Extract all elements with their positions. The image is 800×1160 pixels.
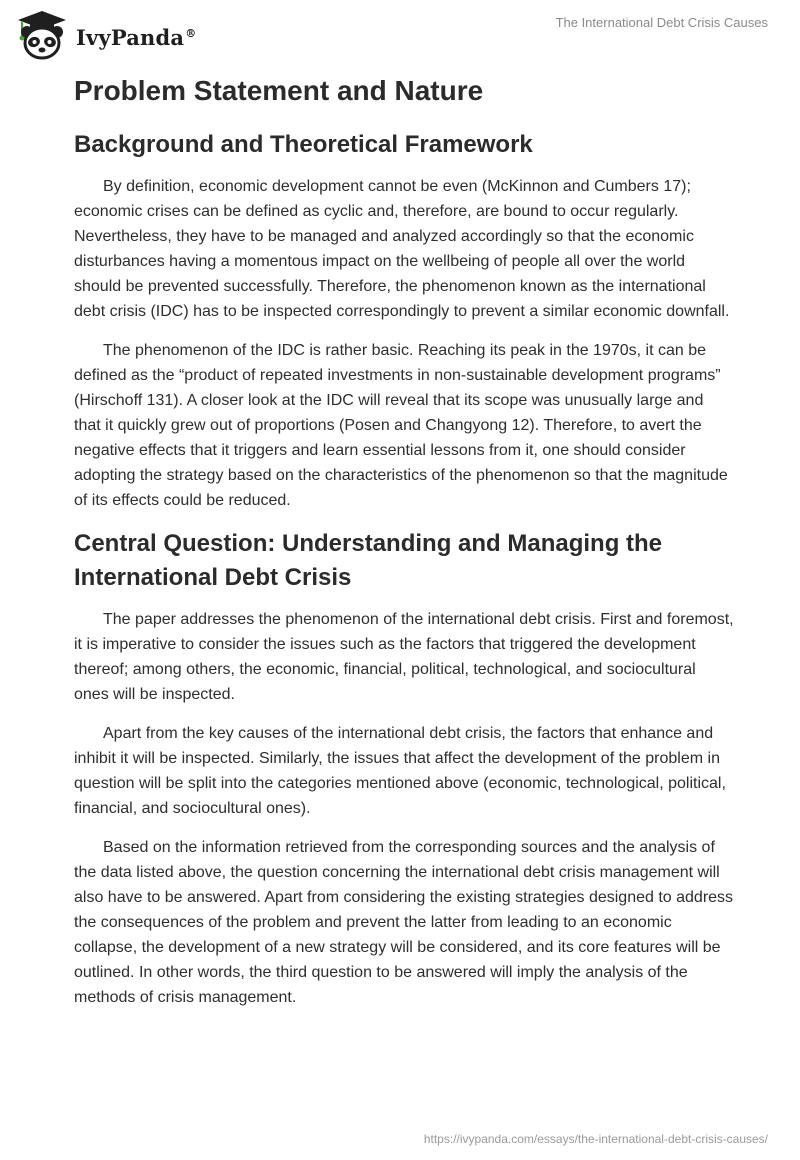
section-heading-background: Background and Theoretical Framework <box>74 131 533 158</box>
brand-name <box>76 25 196 50</box>
document-body <box>74 72 734 1024</box>
paragraph: Based on the information retrieved from the corresponding sources and the analysis of the data listed above, the question concerning the international debt crisis management will also have to be answered. Apart from considering the existing strategies designed to address the consequences of the problem and prevent the latter from leading to an economic collapse, the development of a new strategy will be considered, and its core features will be outlined. In other words, the third question to be answered will imply the analysis of the methods of crisis management. <box>74 839 734 1006</box>
document-title-header: The International Debt Crisis Causes <box>555 15 768 30</box>
source-url[interactable]: https://ivypanda.com/essays/the-international-debt-crisis-causes/ <box>423 1132 768 1146</box>
paragraph: By definition, economic development cannot be even (McKinnon and Cumbers 17); economic crises can be defined as cyclic and, therefore, are bound to occur regularly. Nevertheless, they have to be managed and analyzed accordingly so that the economic disturbances having a momentous impact on the wellbeing of people all over the world should be prevented successfully. Therefore, the phenomenon known as the international debt crisis (IDC) has to be inspected correspondingly to prevent a similar economic downfall. <box>74 178 730 320</box>
paragraph: The paper addresses the phenomenon of the international debt crisis. First and foremost, it is imperative to consider the issues such as the factors that triggered the development thereof; among others, the economic, financial, political, technological, and sociocultural ones will be inspected. <box>74 611 734 703</box>
paragraph: Apart from the key causes of the international debt crisis, the factors that enhance and inhibit it will be inspected. Similarly, the issues that affect the development of the problem in question will be split into the categories mentioned above (economic, technological, political, financial, and sociocultural ones). <box>74 725 726 817</box>
brand-label: IvyPanda <box>76 24 185 50</box>
ivypanda-logo[interactable] <box>14 8 196 62</box>
paragraph: The phenomenon of the IDC is rather basic. Reaching its peak in the 1970s, it can be defined as the “product of repeated investments in non-sustainable development programs” (Hirschoff 131). A closer look at the IDC will reveal that its scope was unusually large and that it quickly grew out of proportions (Posen and Changyong 12). Therefore, to avert the negative effects that it triggers and learn essential lessons from it, one should consider adopting the strategy based on the characteristics of the phenomenon so that the magnitude of its effects could be reduced. <box>74 342 728 509</box>
section-heading-central-question: Central Question: Understanding and Managing the International Debt Crisis <box>74 530 663 591</box>
page-header <box>0 0 800 70</box>
page-title: Problem Statement and Nature <box>74 75 484 106</box>
panda-graduate-icon <box>14 8 70 62</box>
registered-mark: ® <box>185 26 197 40</box>
